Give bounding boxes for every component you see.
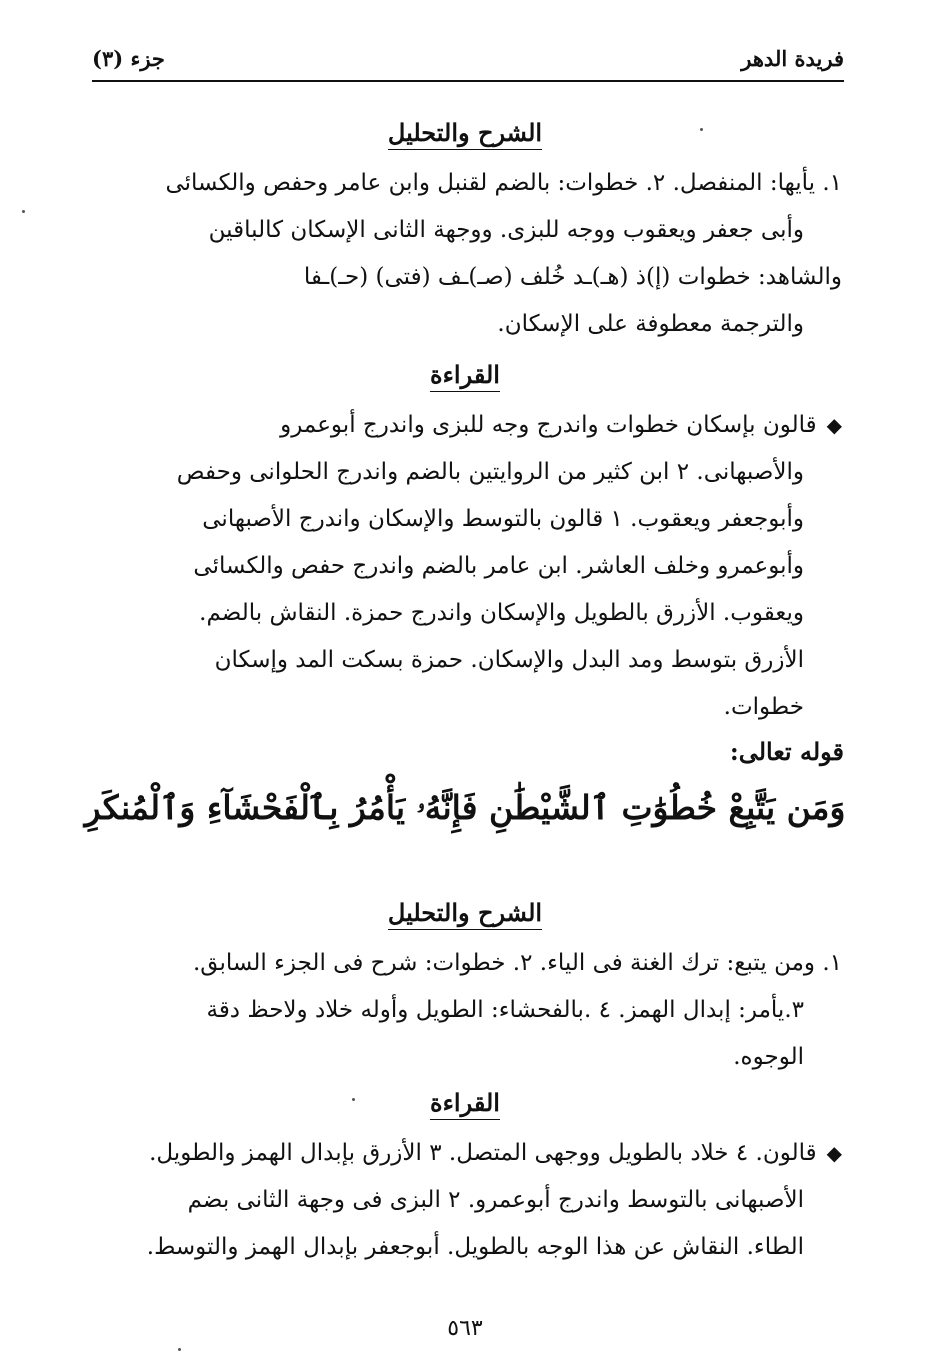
text-line: قالون بإسكان خطوات واندرج وجه للبزى واندرج أبوعمرو (280, 412, 817, 438)
text-line: الطاء. النقاش عن هذا الوجه بالطويل. أبوجعفر بإبدال الهمز والتوسط. (146, 1234, 804, 1260)
scan-speck (178, 1348, 181, 1351)
scan-speck (352, 1098, 355, 1101)
text-line: الأصبهانى بالتوسط واندرج أبوعمرو. ٢ البزى فى وجهة الثانى بضم (187, 1187, 804, 1213)
text-line: قالون. ٤ خلاد بالطويل ووجهى المتصل. ٣ الأزرق بإبدال الهمز والطويل. (149, 1140, 817, 1166)
text-line: والترجمة معطوفة على الإسكان. (497, 311, 804, 337)
part-number: جزء (٣) (92, 46, 165, 71)
scan-speck (700, 128, 703, 131)
verse-intro-label: قوله تعالى: (729, 737, 844, 766)
qiraa-block-2 (90, 1130, 842, 1271)
quran-verse: وَمَن يَتَّبِعْ خُطُوَٰتِ ٱلشَّيْطَٰنِ فَإِنَّهُۥ يَأْمُرُ بِٱلْفَحْشَآءِ وَٱلْمُنكَرِ (84, 788, 846, 827)
sharh-block-2 (90, 940, 842, 1081)
section-title-qiraa-2: القراءة (0, 1088, 930, 1117)
section-title-sharh-1: الشرح والتحليل (0, 118, 930, 147)
diamond-bullet-icon: ◆ (826, 413, 842, 437)
scan-speck (22, 210, 25, 213)
section-title-qiraa-1: القراءة (0, 360, 930, 389)
text-line: ويعقوب. الأزرق بالطويل والإسكان واندرج حمزة. النقاش بالضم. (199, 600, 804, 626)
page-header (92, 40, 844, 82)
qiraa-block-1 (90, 402, 842, 731)
text-line: وأبى جعفر ويعقوب ووجه للبزى. ووجهة الثانى الإسكان كالباقين (208, 217, 804, 243)
text-line: الأزرق بتوسط ومد البدل والإسكان. حمزة بسكت المد وإسكان (214, 647, 804, 673)
section-title-sharh-2: الشرح والتحليل (0, 898, 930, 927)
page-number: ٥٦٣ (447, 1316, 483, 1341)
book-title: فريدة الدهر (741, 46, 844, 71)
text-line: خطوات. (723, 694, 804, 720)
sharh-block-1 (90, 160, 842, 348)
text-line: الوجوه. (733, 1044, 804, 1070)
text-line: والأصبهانى. ٢ ابن كثير من الروايتين بالضم واندرج الحلوانى وحفص (176, 459, 804, 485)
text-line: وأبوجعفر ويعقوب. ١ قالون بالتوسط والإسكان واندرج الأصبهانى (202, 506, 804, 532)
text-line: والشاهد: خطوات (إ)ذ (هـ)ـد خُلف (صـ)ـف (فتى) (حـ)ـفا (303, 264, 842, 290)
text-line: وأبوعمرو وخلف العاشر. ابن عامر بالضم واندرج حفص والكسائى (193, 553, 804, 579)
text-line: ١. يأيها: المنفصل. ٢. خطوات: بالضم لقنبل وابن عامر وحفص والكسائى (165, 170, 842, 196)
text-line: ٣.يأمر: إبدال الهمز. ٤ .بالفحشاء: الطويل وأوله خلاد ولاحظ دقة (206, 997, 804, 1023)
text-line: ١. ومن يتبع: ترك الغنة فى الياء. ٢. خطوات: شرح فى الجزء السابق. (192, 950, 842, 976)
diamond-bullet-icon: ◆ (826, 1141, 842, 1165)
